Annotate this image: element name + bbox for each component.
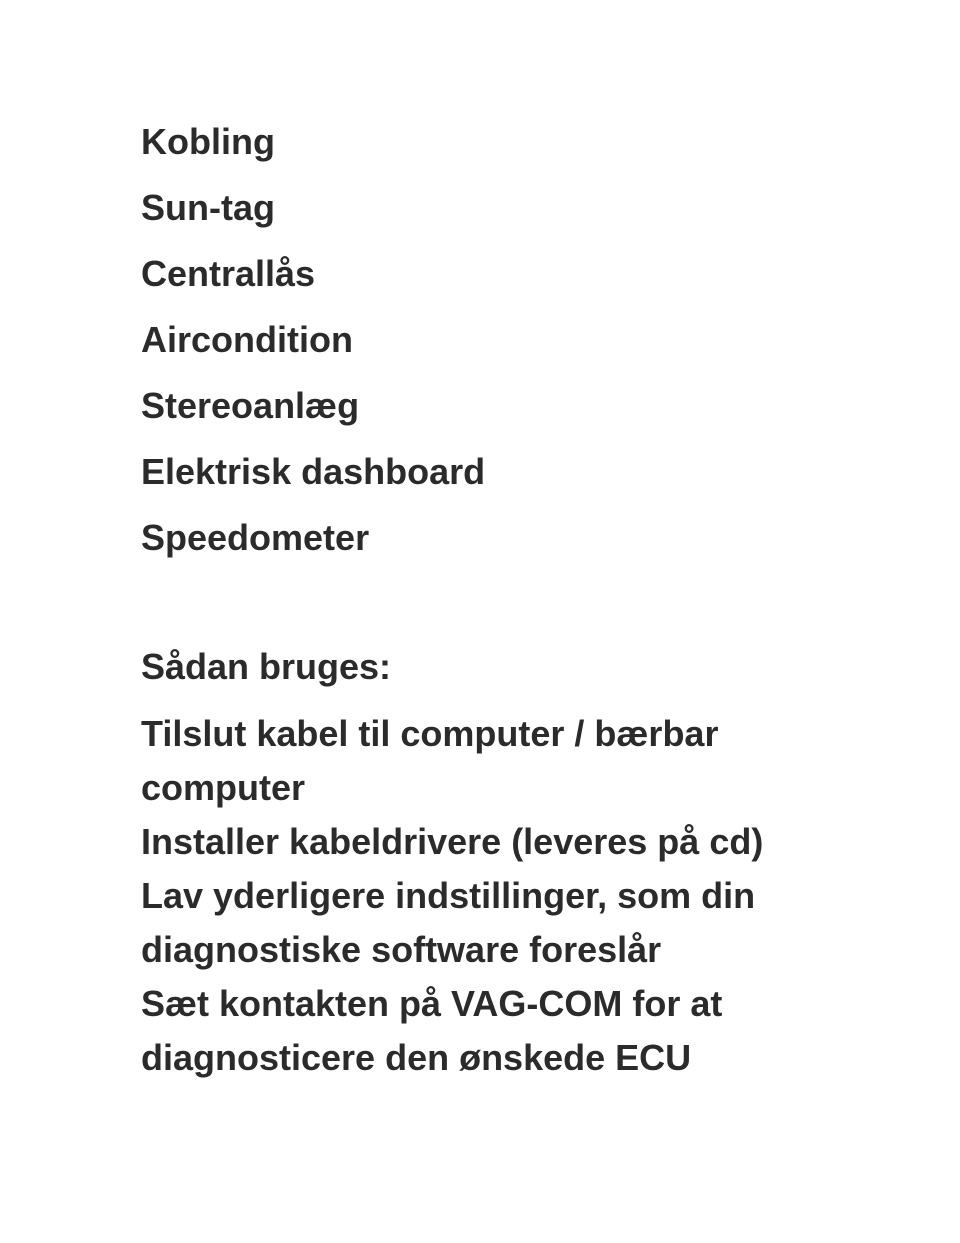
feature-item: Stereoanlæg — [141, 385, 360, 426]
usage-step: Installer kabeldrivere (leveres på cd) — [141, 821, 764, 862]
usage-heading: Sådan bruges: — [141, 646, 392, 687]
usage-steps — [141, 707, 821, 1085]
usage-step: Sæt kontakten på VAG-COM for at diagnosticere den ønskede ECU — [141, 983, 723, 1078]
feature-item: Aircondition — [141, 319, 353, 360]
usage-step: Lav yderligere indstillinger, som din diagnostiske software foreslår — [141, 875, 756, 970]
feature-item: Kobling — [141, 121, 275, 162]
feature-item: Sun-tag — [141, 187, 275, 228]
feature-item: Elektrisk dashboard — [141, 451, 486, 492]
feature-list — [141, 118, 821, 562]
feature-item: Centrallås — [141, 253, 316, 294]
feature-item: Speedometer — [141, 517, 370, 558]
usage-step: Tilslut kabel til computer / bærbar computer — [141, 713, 719, 808]
document-body — [141, 118, 821, 1078]
